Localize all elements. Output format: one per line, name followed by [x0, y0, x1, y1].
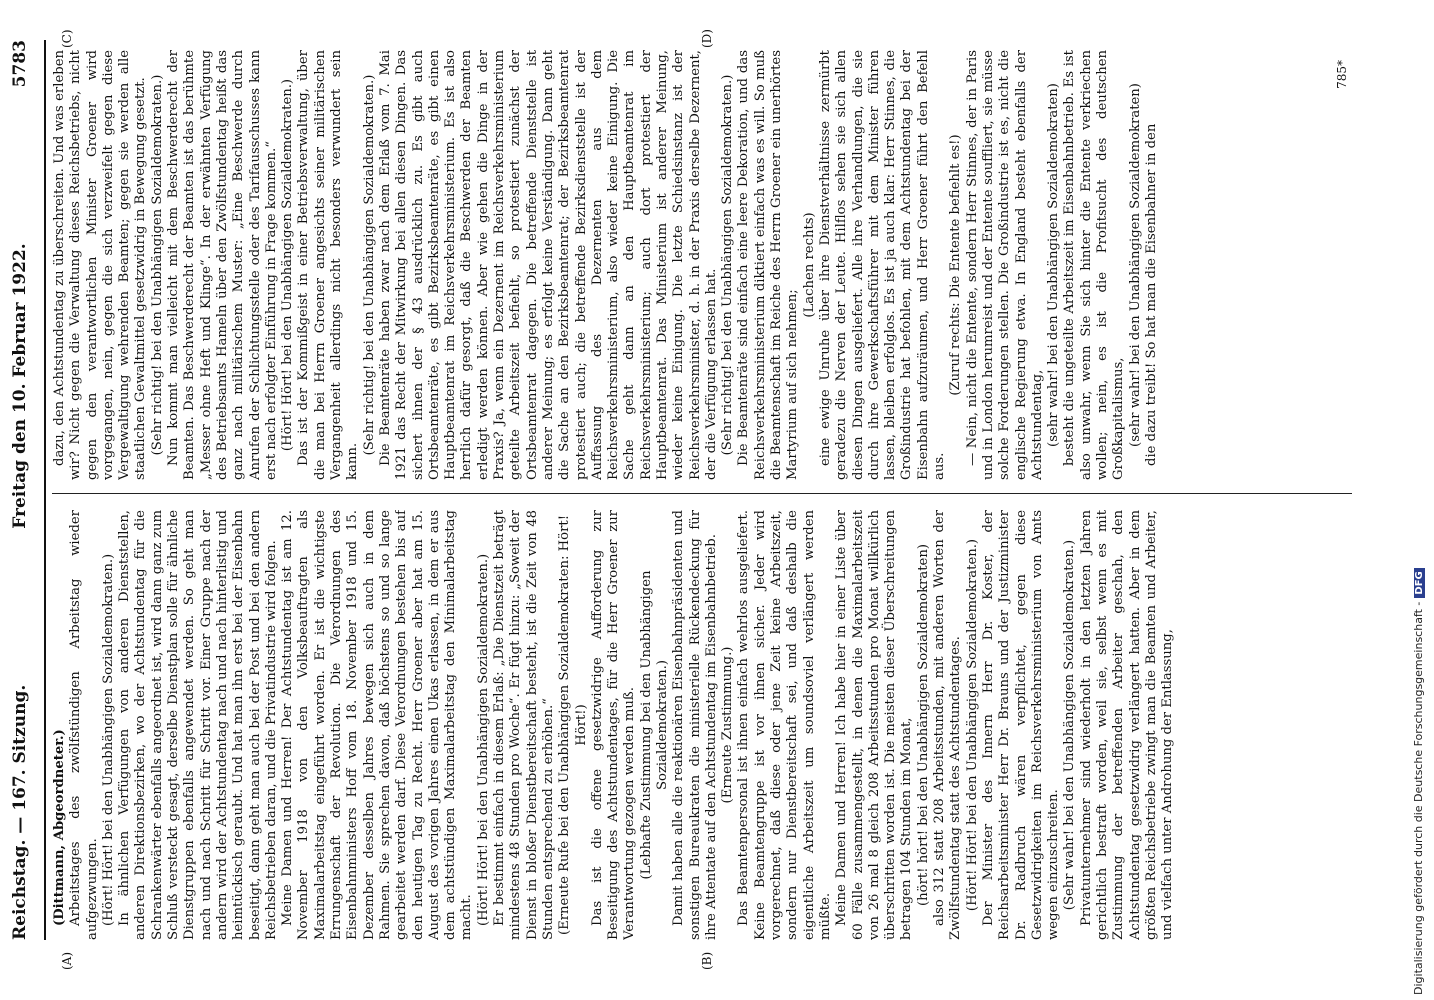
paragraph: In ähnlichen Verfügungen von anderen Dienststellen, anderen Direktionsbezirken, wo der Achtstundentag für die Schrankenwärter ebenfalls angeordnet ist, wird dann ganz zum Schluß versteckt gesagt, derselbe Dienstplan solle für ähnliche Dienstgruppen ebenfalls angewendet werden. So geht man nach und nach Schritt für Schritt vor. Einer Gruppe nach der andern wird der Achtstundentag nach und nach hinterlistig und heimtückisch geraubt. Und hat man ihn erst bei der Eisenbahn beseitigt, dann geht man auch bei der Post und bei den andern Reichsbetrieben daran, und die Privatindustrie wird folgen. [117, 510, 279, 940]
interjection: (hört! hört! bei den Unabhängigen Sozialdemokraten) [915, 544, 931, 906]
left-column [52, 510, 1352, 940]
paragraph: Er bestimmt einfach in diesem Erlaß: „Die Dienstzeit beträgt mindestens 48 Stunden pro Woche“. Er fügt hinzu: „Soweit der Dienst in bloßer Dienstbereitschaft besteht, ist die Zeit von 48 Stunden entsprechend zu erhöhen.“ [492, 510, 556, 940]
paragraph: Das Beamtenpersonal ist ihnen einfach wehrlos ausgeliefert. Keine Beamtengruppe ist vor ihnen sicher. Jeder wird vorgerechnet, daß diese oder jene Zeit keine Arbeitszeit, sondern nur Dienstbereitschaft sei, und daß deshalb die eigentliche Arbeitszeit um soundsoviel verlängert werden müßte. [736, 510, 833, 940]
paragraph: Das ist die offene gesetzwidrige Aufforderung zur Beseitigung des Achtstundentages, für die Herr Groener zur Verantwortung gezogen werden muß. [589, 510, 638, 940]
paragraph: die dazu treibt! So hat man die Eisenbahner in den [1143, 123, 1159, 466]
interjection: (sehr wahr! bei den Unabhängigen Sozialdemokraten) [1127, 83, 1143, 447]
paragraph: — Nein, nicht die Entente, sondern Herr Stinnes, der in Paris und in London herumreist und der Entente souffliert, sie müsse solche Forderungen stellen. Die Großindustrie ist es, nicht die englische Regierung etwa. In England besteht ebenfalls der Achtstundentag, [964, 50, 1045, 480]
digitization-text: Digitalisierung gefördert durch die Deutsche Forschungsgemeinschaft - [1412, 601, 1425, 995]
header-left: Reichstag. — 167. Sitzung. [10, 684, 30, 940]
paragraph: Damit haben alle die reaktionären Eisenbahnpräsidenten und sonstigen Bureaukraten die ministerielle Rückendeckung für ihre Attentate auf den Achtstundentag im Eisenbahnbetrieb. [671, 510, 719, 940]
paragraph: Meine Damen und Herren! Ich habe hier in einer Liste über 60 Fälle zusammengestellt, in denen die Maximalarbeitszeit von 26 mal 8 gleich 208 Arbeitsstunden pro Monat willkürlich überschritten worden ist. Die meisten dieser Überschreitungen betragen 104 Stunden im Monat, [834, 510, 915, 940]
interjection: (Hört! Hört! bei den Unabhängigen Sozialdemokraten.) [964, 538, 980, 912]
paragraph: Arbeitstages des zwölfstündigen Arbeitstag wieder aufgezwungen. [68, 510, 100, 940]
speaker-line: (Dittmann, Abgeordneter.) [52, 729, 67, 926]
interjection: (Lebhafte Zustimmung bei den Unabhängigen Sozialdemokraten.) [638, 570, 670, 880]
interjection: (Erneute Zustimmung.) [720, 646, 736, 804]
interjection: (Sehr richtig! bei den Unabhängigen Sozialdemokraten.) [720, 74, 736, 456]
interjection: (Sehr richtig! bei den Unabhängigen Sozialdemokraten.) [361, 74, 377, 456]
header-rule [44, 40, 46, 940]
paragraph: (Hört! Hört! bei den Unabhängigen Sozialdemokraten.) [100, 553, 116, 926]
paragraph: (Hört! Hört! bei den Unabhängigen Sozialdemokraten.) [475, 553, 491, 926]
page-number: 5783 [10, 40, 30, 88]
digitization-strip [1410, 0, 1434, 1000]
paragraph: besteht die ungeteilte Arbeitszeit im Eisenbahnbetrieb. Es ist also unwahr, wenn Sie sich hinter die Entente verkriechen wollen; nein, es ist die Profitsucht des deutschen Großkapitalismus, [1062, 50, 1127, 480]
paragraph: Die Beamtenräte sind einfach eine leere Dekoration, und das Reichsverkehrsministerium diktiert einfach was es will. So muß die Beamtenschaft im Reiche des Herrn Groener ein unerhörtes Martyrium auf sich nehmen; [736, 50, 801, 480]
paragraph: Das ist der Kommißgeist in einer Betriebsverwaltung, über die man bei Herrn Groener angesichts seiner militärischen Vergangenheit allerdings nicht besonders verwundert sein kann. [296, 50, 361, 480]
footer-number: 785* [1335, 60, 1349, 89]
paragraph: eine ewige Unruhe über ihre Dienstverhältnisse zermürbt geradezu die Nerven der Leute. Hilflos sehen sie sich allen diesen Dingen ausgeliefert. Alle ihre Verhandlungen, die sie durch ihre Gewerkschaftsführer mit dem Minister führen lassen, bleiben erfolglos. Es ist ja auch klar: Herr Stinnes, die Großindustrie hat befohlen, mit dem Achtstundentag bei der Eisenbahn aufzuräumen, und Herr Groener führt den Befehl aus. [817, 50, 948, 480]
paragraph: Die Beamtenräte haben zwar nach dem Erlaß vom 7. Mai 1921 das Recht der Mitwirkung bei allen diesen Dingen. Das sichert ihnen der § 43 ausdrücklich zu. Es gibt auch Ortsbeamtenräte, es gibt Bezirksbeamtenräte, es gibt einen Hauptbeamtenrat im Reichsverkehrsministerium. Es ist also herrlich dafür gesorgt, daß die Beschwerden der Beamten erledigt werden können. Aber wie gehen die Dinge in der Praxis? Ja, wenn ein Dezernent im Reichsverkehrsministerium geteilte Arbeitszeit befiehlt, so protestiert zunächst der Ortsbeamtenrat dagegen. Die betreffende Dienststelle ist anderer Meinung; es erfolgt keine Verständigung. Dann geht die Sache an den Bezirksbeamtenrat; der Bezirksbeamtenrat protestiert auch; die betreffende Bezirksdienststelle ist der Auffassung des Dezernenten aus dem Reichsverkehrsministerium, also wieder keine Einigung. Die Sache geht dann an den Hauptbeamtenrat im Reichsverkehrsministerium; auch dort protestiert der Hauptbeamtenrat. Das Ministerium ist anderer Meinung, wieder keine Einigung. Die letzte Schiedsinstanz ist der Reichsverkehrsminister, d. h. in der Praxis derselbe Dezernent, der die Verfügung erlassen hat. [377, 50, 719, 480]
paragraph: Privatunternehmer sind wiederholt in den letzten Jahren gerichtlich bestraft worden, weil sie, selbst wenn es mit Zustimmung der betreffenden Arbeiter geschah, den Achtstundentag gesetzwidrig verlängert hatten. Aber in dem größten Reichsbetriebe zwingt man die Beamten und Arbeiter, und vielfach unter Androhung der Entlassung, [1078, 510, 1176, 940]
column-divider [52, 493, 1352, 494]
margin-mark-d: (D) [700, 29, 714, 48]
page-header [10, 40, 40, 940]
interjection: (Zuruf rechts: Die Entente befiehlt es!) [948, 134, 964, 396]
right-column [52, 50, 1352, 480]
margin-mark-a: (A) [60, 951, 74, 970]
paragraph: also 312 statt 208 Arbeitsstunden, mit anderen Worten der Zwölfstundentag statt des Achtstundentages. [932, 510, 964, 940]
digitization-note [1412, 5, 1425, 995]
paragraph: Meine Damen und Herren! Der Achtstundentag ist am 12. November 1918 von den Volksbeauftragten als Maximalarbeitstag eingeführt worden. Er ist die wichtigste Errungenschaft der Revolution. Die Verordnungen des Eisenbahnministers Hoff vom 18. November 1918 und 15. Dezember desselben Jahres bewegen sich auch in dem Rahmen. Sie sprechen davon, daß höchstens so und so lange gearbeitet werden darf. Diese Verordnungen bestehen bis auf den heutigen Tag zu Recht. Herr Groener aber hat am 15. August des vorigen Jahres einen Ukas erlassen, in dem er aus dem achtstündigen Maximalarbeitstag den Minimalarbeitstag macht. [280, 510, 475, 940]
paragraph: Der Minister des Innern Herr Dr. Koster, der Reichsarbeitsminister Herr Dr. Brauns und der Justizminister Dr. Radbruch wären verpflichtet, gegen diese Gesetzwidrigkeiten im Reichsverkehrsministerium von Amts wegen einzuschreiten. [980, 510, 1062, 940]
dfg-logo: DFG [1414, 568, 1425, 597]
interjection: (sehr wahr! bei den Unabhängigen Sozialdemokraten) [1046, 83, 1062, 447]
interjection: (Lachen rechts) [801, 212, 817, 318]
header-date: Freitag den 10. Februar 1922. [10, 243, 30, 529]
interjection: (Erneute Rufe bei den Unabhängigen Sozialdemokraten: Hört! Hört!) [557, 514, 589, 936]
margin-mark-b: (B) [700, 951, 714, 970]
interjection: (Sehr wahr! bei den Unabhängigen Sozialdemokraten.) [1062, 539, 1078, 911]
interjection: (Hört! Hört! bei den Unabhängigen Sozialdemokraten.) [280, 78, 296, 452]
interjection: (Sehr richtig! bei den Unabhängigen Sozialdemokraten.) [149, 74, 165, 456]
paragraph: Nun kommt man vielleicht mit dem Beschwerderecht der Beamten. Das Beschwerderecht der Beamten ist das berühmte „Messer ohne Heft und Klinge“. In der erwähnten Verfügung des Betriebsamts Hameln über den Zwölfstundentag heißt das ganz nach militärischem Muster: „Eine Beschwerde durch Anrufen der Schlichtungsstelle oder des Tarifausschusses kann erst nach erfolgter Einführung in Frage kommen.“ [166, 50, 279, 480]
paragraph: dazu, den Achtstundentag zu überschreiten. Und was erleben wir? Nicht gegen die Verwaltung dieses Reichsbetriebs, nicht gegen den verantwortlichen Minister Groener wird vorgegangen, nein, gegen die sich verzweifelt gegen diese Vergewaltigung wehrenden Beamten; gegen sie werden alle staatlichen Gewaltmittel gesetzwidrig in Bewegung gesetzt. [52, 50, 149, 480]
margin-mark-c: (C) [60, 29, 74, 48]
